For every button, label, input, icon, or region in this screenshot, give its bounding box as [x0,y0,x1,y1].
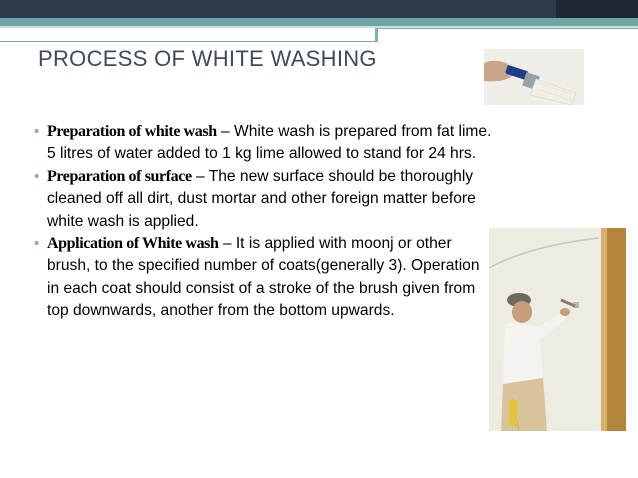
header-dark-block [556,0,638,18]
bullet-term: Preparation of surface [47,167,192,185]
title-accent-line [0,41,378,42]
slide-title: PROCESS OF WHITE WASHING [38,46,377,71]
bullet-dot: • [34,123,40,140]
bullet-dot: • [34,235,40,253]
bullet-text: – The new surface should be thoroughly cleaned off all dirt, dust mortar and other foreign matter before white wash is applied. [47,167,476,230]
man-painting-wall-photo-icon [489,228,626,431]
title-accent-bracket [375,28,378,42]
list-item [34,233,492,323]
header-teal-band [0,18,638,26]
bullet-term: Preparation of white wash [47,123,217,140]
list-item [34,121,492,166]
top-header-bar [0,0,638,18]
paint-brush-photo-icon [484,49,584,105]
list-item [34,166,492,233]
paint-brush-illustration [484,49,584,105]
bullet-list [34,121,492,323]
man-painting-illustration [489,228,626,431]
bullet-text: – White wash is prepared from fat lime. 5 litres of water added to 1 kg lime allowed to stand for 24 hrs. [47,123,492,163]
bullet-term: Application of White wash [47,235,219,253]
title-accent-line-right [376,28,638,29]
bullet-dot: • [34,167,40,185]
bullet-text: – It is applied with moonj or other brush, to the specified number of coats(generally 3). Operation in each coat should consist of a stroke of the brush given from top downwards, another from the bottom upwards. [47,235,480,320]
